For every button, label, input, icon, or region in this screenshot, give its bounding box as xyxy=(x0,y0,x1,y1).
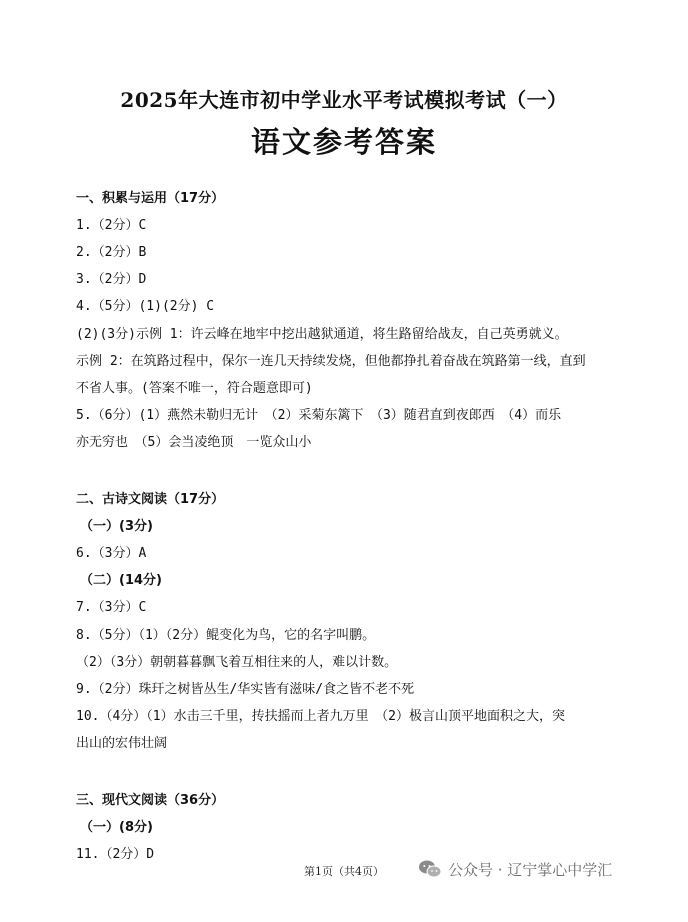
document-title: 语文参考答案 xyxy=(250,125,437,159)
answer-q4-part1: 4.（5分）(1)(2分) C xyxy=(76,299,215,314)
answer-q1: 1.（2分）C xyxy=(76,218,147,233)
answer-q4-example2: 示例 2：在筑路过程中，保尔一连几天持续发烧，但他都挣扎着奋战在筑路第一线，直到 xyxy=(76,354,586,369)
section-2-part-1: （一）(3分) xyxy=(80,519,153,534)
answer-q10-line1: 10.（4分）（1）水击三千里，抟扶摇而上者九万里 （2）极言山顶平地面积之大，突 xyxy=(76,709,565,724)
answer-q9: 9.（2分）珠玕之树皆丛生/华实皆有滋味/食之皆不老不死 xyxy=(76,682,415,697)
answer-q5-line1: 5.（6分）(1）燕然未勒归无计 （2）采菊东篱下 （3）随君直到夜郎西 （4）而乐 xyxy=(76,408,562,423)
page-number: 第1页（共4页） xyxy=(304,865,384,878)
answer-q2: 2.（2分）B xyxy=(76,245,147,260)
answer-q10-line2: 出山的宏伟壮阔 xyxy=(76,736,168,751)
watermark xyxy=(418,855,612,883)
section-2-part-2: （二）(14分) xyxy=(80,573,162,588)
section-3-part-1: （一）(8分) xyxy=(80,820,153,835)
answer-q7: 7.（3分）C xyxy=(76,600,147,615)
answer-q11: 11.（2分）D xyxy=(76,847,155,862)
answer-q8-line1: 8.（5分）（1）（2分）鲲变化为鸟，它的名字叫鹏。 xyxy=(76,628,376,643)
answer-q4-part2: (2)(3分)示例 1：许云峰在地牢中挖出越狱通道，将生路留给战友，自己英勇就义。 xyxy=(76,327,568,342)
wechat-icon xyxy=(418,858,442,880)
answer-q4-note: 不省人事。(答案不唯一，符合题意即可) xyxy=(76,381,313,396)
section-2-heading: 二、古诗文阅读（17分） xyxy=(76,492,225,507)
answer-q5-line2: 亦无穷也 （5）会当凌绝顶 一览众山小 xyxy=(76,435,312,450)
answer-q8-line2: （2）（3分）朝朝暮暮飘飞着互相往来的人，难以计数。 xyxy=(76,655,398,670)
exam-title: 2025年大连市初中学业水平考试模拟考试（一） xyxy=(120,88,568,112)
section-3-heading: 三、现代文阅读（36分） xyxy=(76,793,225,808)
watermark-text: 公众号 · 辽宁掌心中学汇 xyxy=(448,860,613,879)
section-1-heading: 一、积累与运用（17分） xyxy=(76,191,225,206)
answer-q6: 6.（3分）A xyxy=(76,546,147,561)
answer-q3: 3.（2分）D xyxy=(76,272,147,287)
